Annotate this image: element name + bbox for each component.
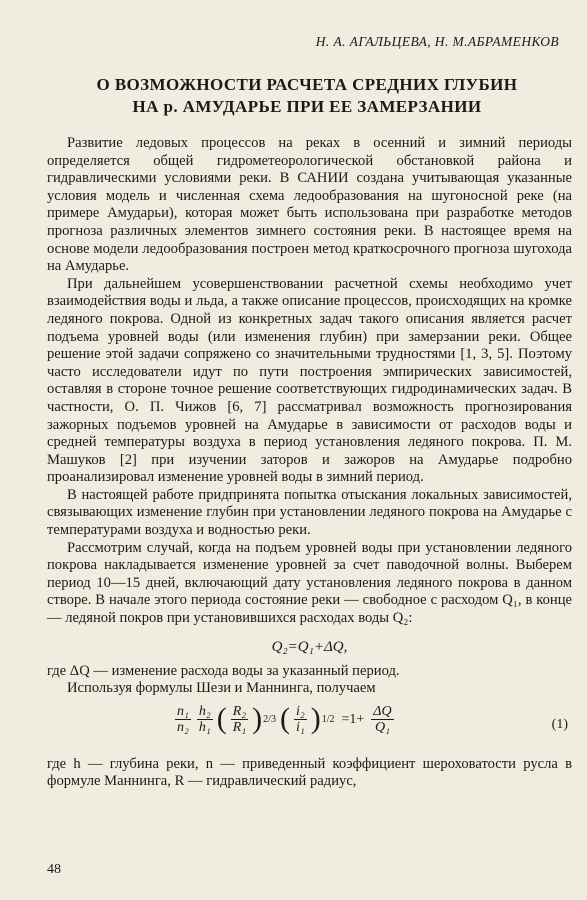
- fraction-r: $\frac{\text{R₂}}{\text{R₁}}$: [232, 703, 247, 735]
- paragraph: В настоящей работе придпринята попытка отыскания локальных зависимостей, связывающих изменение глубин при установлении ледяного покрова на Амударье с температурами воздуха и водностью реки.: [47, 486, 572, 539]
- exponent-1: 2/3: [263, 713, 276, 725]
- paragraph: где ΔQ — изменение расхода воды за указанный период.: [47, 662, 400, 679]
- fraction-h: $\frac{\text{h₂}}{\text{h₁}}$: [198, 703, 211, 735]
- authors: Н. А. АГАЛЬЦЕВА, Н. М.АБРАМЕНКОВ: [315, 34, 559, 49]
- page-number: 48: [47, 862, 61, 877]
- formula-1: Q₂=Q₁+ΔQ,: [271, 638, 348, 655]
- formula-2: $\frac{\text{n₁}}{\text{n₂}}$ $\frac{\text{h₂}}{\text{h₁}}$ ( $\frac{\text{R₂}}{\text{R₁}}$ ) 2/3 ( $\frac{\text{i₂}}{\text{i₁}}$ ) 1/2 =1+ $\frac{\Delta Q}{\text{Q₁}}$ (1): [177, 702, 568, 736]
- title-line-2: НА р. АМУДАРЬЕ ПРИ ЕЕ ЗАМЕРЗАНИИ: [132, 97, 482, 116]
- paragraph: где h — глубина реки, n — приведенный коэффициент шероховатости русла в формуле Маннинга, R — гидравлический радиус,: [47, 755, 572, 790]
- paragraph: Рассмотрим случай, когда на подъем уровней воды при установлении ледяного покрова накладывается изменение уровней за счет паводочной волны. Выберем период 10—15 дней, включающий дату установления ледяного покрова в данном створе. В начале этого периода состояние реки — свободное с расходом Q₁, в конце — ледяной покров при установившихся расходах воды Q₂:: [47, 539, 572, 627]
- exponent-2: 1/2: [321, 713, 335, 725]
- equation-number: (1): [551, 716, 568, 732]
- fraction-n: $\frac{\text{n₁}}{\text{n₂}}$: [177, 703, 189, 735]
- fraction-i: $\frac{\text{i₂}}{\text{i₁}}$: [295, 703, 305, 735]
- fraction-dq: $\frac{\Delta Q}{\text{Q₁}}$: [373, 703, 392, 735]
- title-line-1: О ВОЗМОЖНОСТИ РАСЧЕТА СРЕДНИХ ГЛУБИН: [96, 75, 518, 94]
- article-title: [47, 74, 567, 118]
- formula-rhs: =1+: [341, 711, 365, 727]
- paragraph: Используя формулы Шези и Маннинга, получаем: [67, 680, 376, 697]
- article-body: [47, 135, 572, 791]
- paragraph: Развитие ледовых процессов на реках в осенний и зимний периоды определяется общей гидрометеорологической обстановкой района и гидравлическими условиями реки. В САНИИ создана учитывающая указанные условия модель и численная схема ледообразования на шугоносной реке (на примере Амударьи), которая может быть использована при разработке методов прогноза различных элементов зимнего состояния реки. В настоящее время на основе модели ледообразования построен метод краткосрочного прогноза шугохода на Амударье.: [47, 135, 572, 275]
- paragraph: При дальнейшем усовершенствовании расчетной схемы необходимо учет взаимодействия воды и льда, а также описание процессов, происходящих на кромке ледяного покрова. Одной из конкретных задач такого описания является расчет подъема уровней воды (или изменения глубин) при замерзании реки. Общее решение этой задачи сопряжено со значительными трудностями [1, 3, 5]. Поэтому часто исследователи идут по пути построения эмпирических зависимостей, оставляя в стороне точное решение соответствующих гидродинамических задач. В частности, О. П. Чижов [6, 7] рассматривал возможность прогнозирования зажорных подъемов уровней на Амударье в зависимости от расходов воды и средней температуры воздуха в период установления ледяного покрова. П. М. Машуков [2] при изучении заторов и зажоров на Амударье подробно проанализировал изменение уровней воды в зимний период.: [47, 275, 572, 486]
